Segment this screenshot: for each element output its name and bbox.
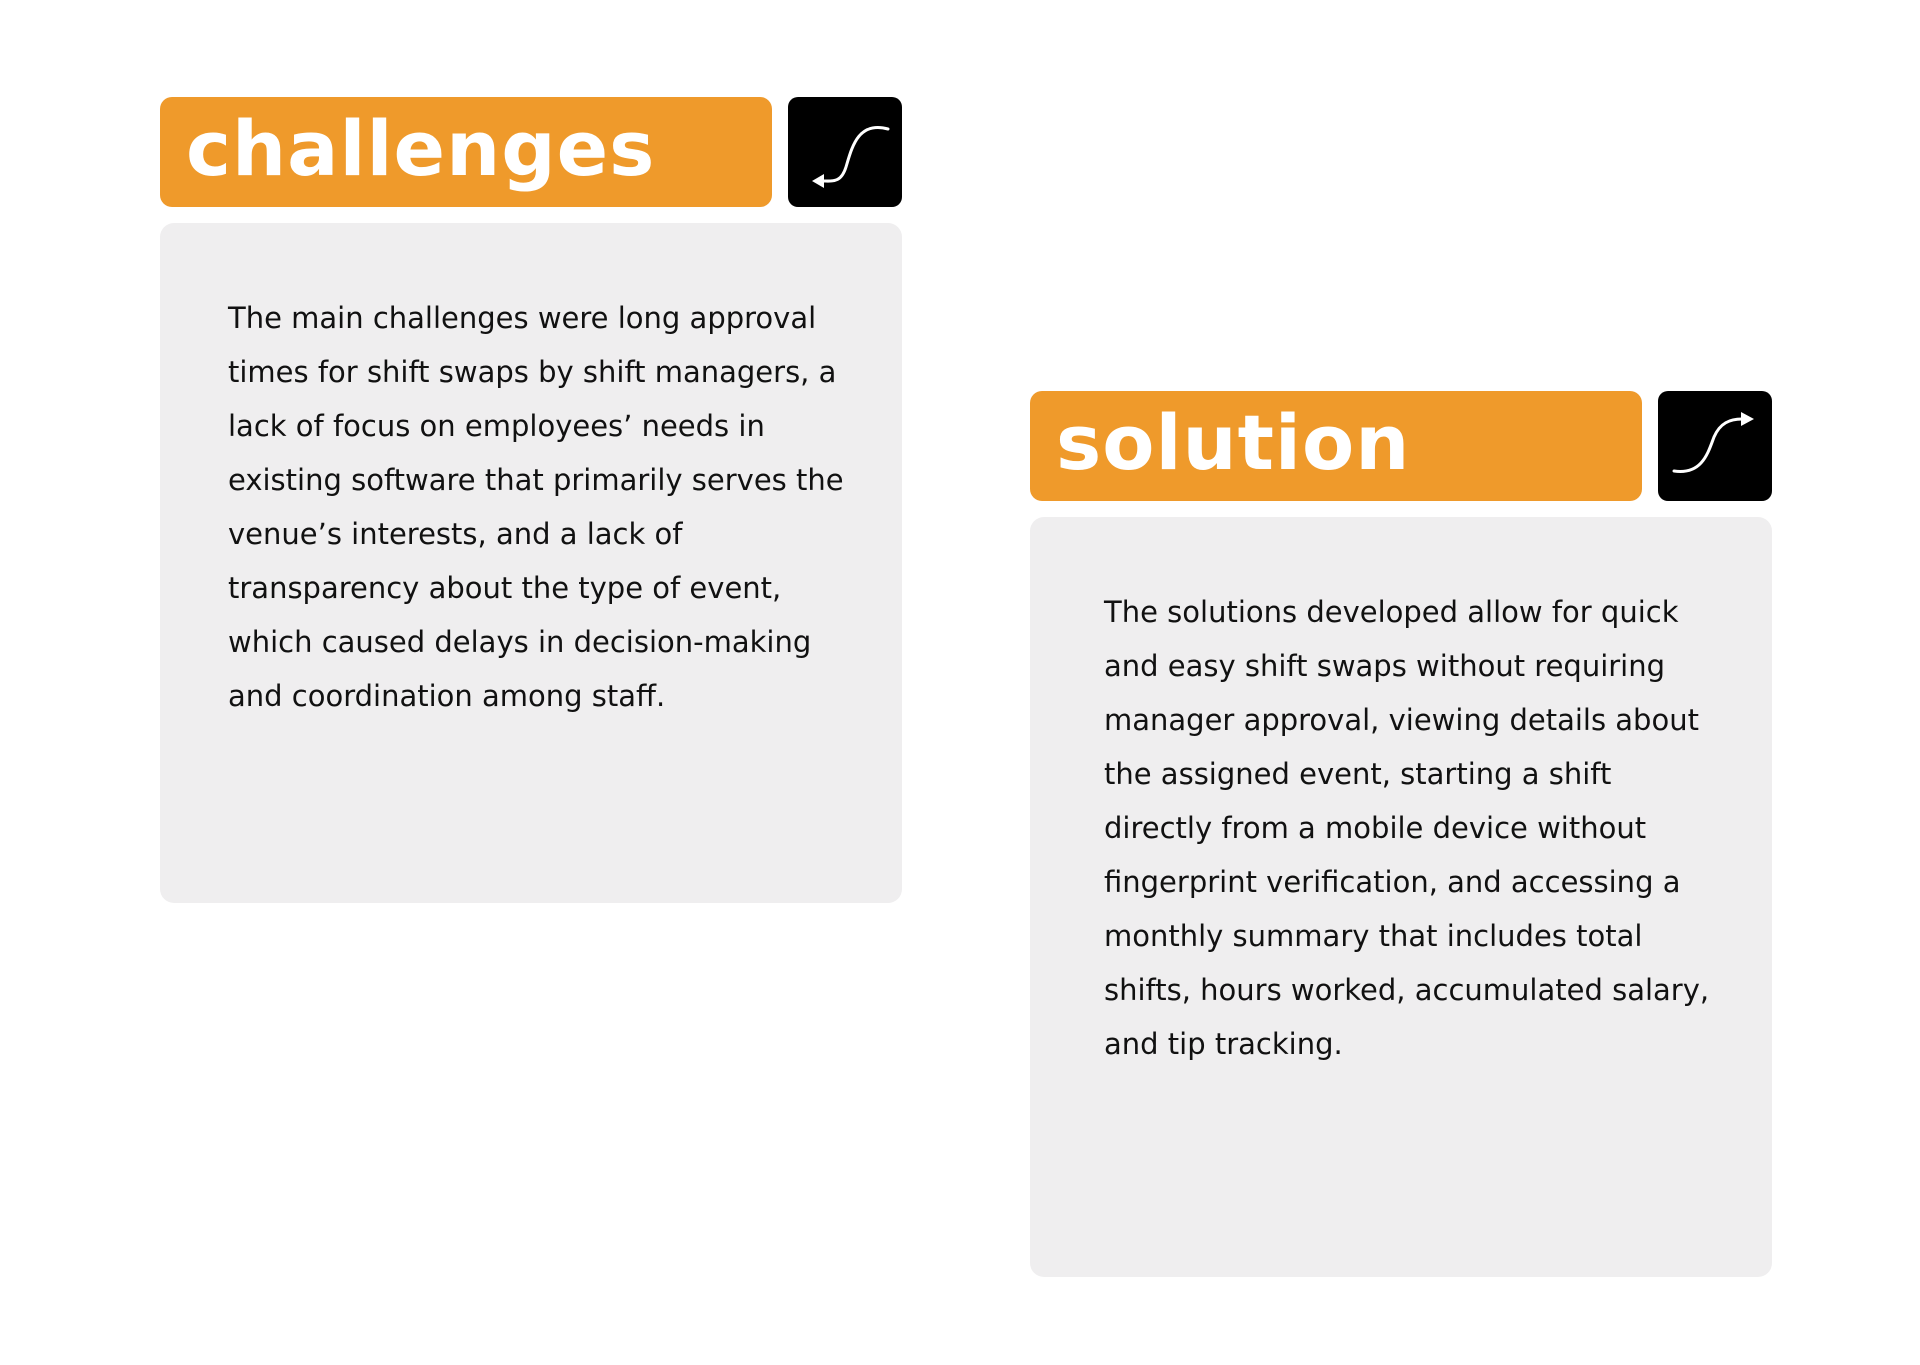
solution-title: solution: [1056, 398, 1411, 487]
challenges-body-text: The main challenges were long approval times for shift swaps by shift managers, a lack of focus on employees’ needs in existing software that primarily serves the venue’s interests, and a lack of transparency about the type of event, which caused delays in decision-making and coordination among staff.: [228, 301, 844, 713]
challenges-card: [160, 223, 902, 903]
challenges-title: challenges: [186, 104, 656, 193]
solution-body-text: The solutions developed allow for quick and easy shift swaps without requiring manager approval, viewing details about the assigned event, starting a shift directly from a mobile device without fingerprint verification, and accessing a monthly summary that includes total shifts, hours worked, accumulated salary, and tip tracking.: [1104, 595, 1710, 1061]
challenges-header: [160, 97, 772, 207]
curve-arrow-up-right-icon: [1658, 391, 1772, 501]
solution-header: [1030, 391, 1642, 501]
solution-card: [1030, 517, 1772, 1277]
curve-arrow-down-left-icon: [788, 97, 902, 207]
